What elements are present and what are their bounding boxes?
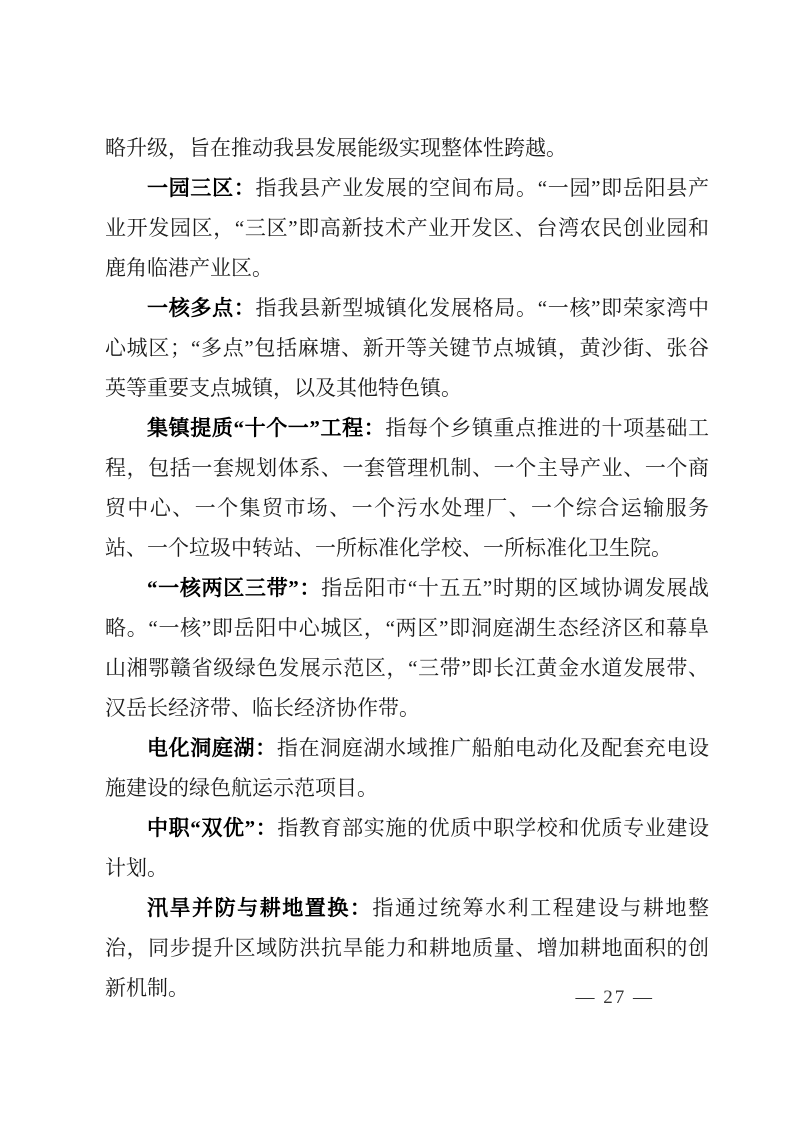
glossary-term: 一园三区： [147,176,256,200]
paragraph-text: 略升级，旨在推动我县发展能级实现整体性跨越。 [105,136,567,160]
glossary-definition: 指我县新型城镇化发展格局。“一核”即荣家湾中心城区；“多点”包括麻塘、新开等关键节点城镇，黄沙街、张谷英等重要支点城镇，以及其他特色镇。 [105,296,709,400]
glossary-definition: 指岳阳市“十五五”时期的区域协调发展战略。“一核”即岳阳中心城区，“两区”即洞庭湖生态经济区和幕阜山湘鄂赣省级绿色发展示范区，“三带”即长江黄金水道发展带、汉岳长经济带、临长经济协作带。 [105,576,710,720]
glossary-definition: 指教育部实施的优质中职学校和优质专业建设计划。 [105,816,710,880]
glossary-definition: 指我县产业发展的空间布局。“一园”即岳阳县产业开发园区，“三区”即高新技术产业开发区、台湾农民创业园和鹿角临港产业区。 [105,176,709,280]
glossary-term: 一核多点： [147,296,256,320]
glossary-definition: 指通过统筹水利工程建设与耕地整治，同步提升区域防洪抗旱能力和耕地质量、增加耕地面积的创新机制。 [105,896,710,1000]
paragraph-continuation [105,128,709,168]
glossary-entry-dianhuadongtinghu [105,728,709,808]
glossary-term: 集镇提质“十个一”工程： [147,416,386,440]
glossary-term: “一核两区三带”： [147,576,322,600]
glossary-entry-zhongzhishuangyou [105,808,709,888]
glossary-entry-yiheduodian [105,288,709,408]
glossary-term: 汛旱并防与耕地置换： [147,896,373,920]
page-body-text [105,128,709,1008]
glossary-entry-yiyuansanqu [105,168,709,288]
glossary-definition: 指在洞庭湖水域推广船舶电动化及配套充电设施建设的绿色航运示范项目。 [105,736,710,800]
page-number: — 27 — [575,987,654,1008]
glossary-term: 中职“双优”： [147,816,278,840]
glossary-entry-jizhentizhi [105,408,709,568]
glossary-entry-yiheliangqusandai [105,568,709,728]
glossary-term: 电化洞庭湖： [147,736,277,760]
glossary-definition: 指每个乡镇重点推进的十项基础工程，包括一套规划体系、一套管理机制、一个主导产业、一个商贸中心、一个集贸市场、一个污水处理厂、一个综合运输服务站、一个垃圾中转站、一所标准化学校、一所标准化卫生院。 [105,416,710,560]
page-footer [576,985,655,1011]
